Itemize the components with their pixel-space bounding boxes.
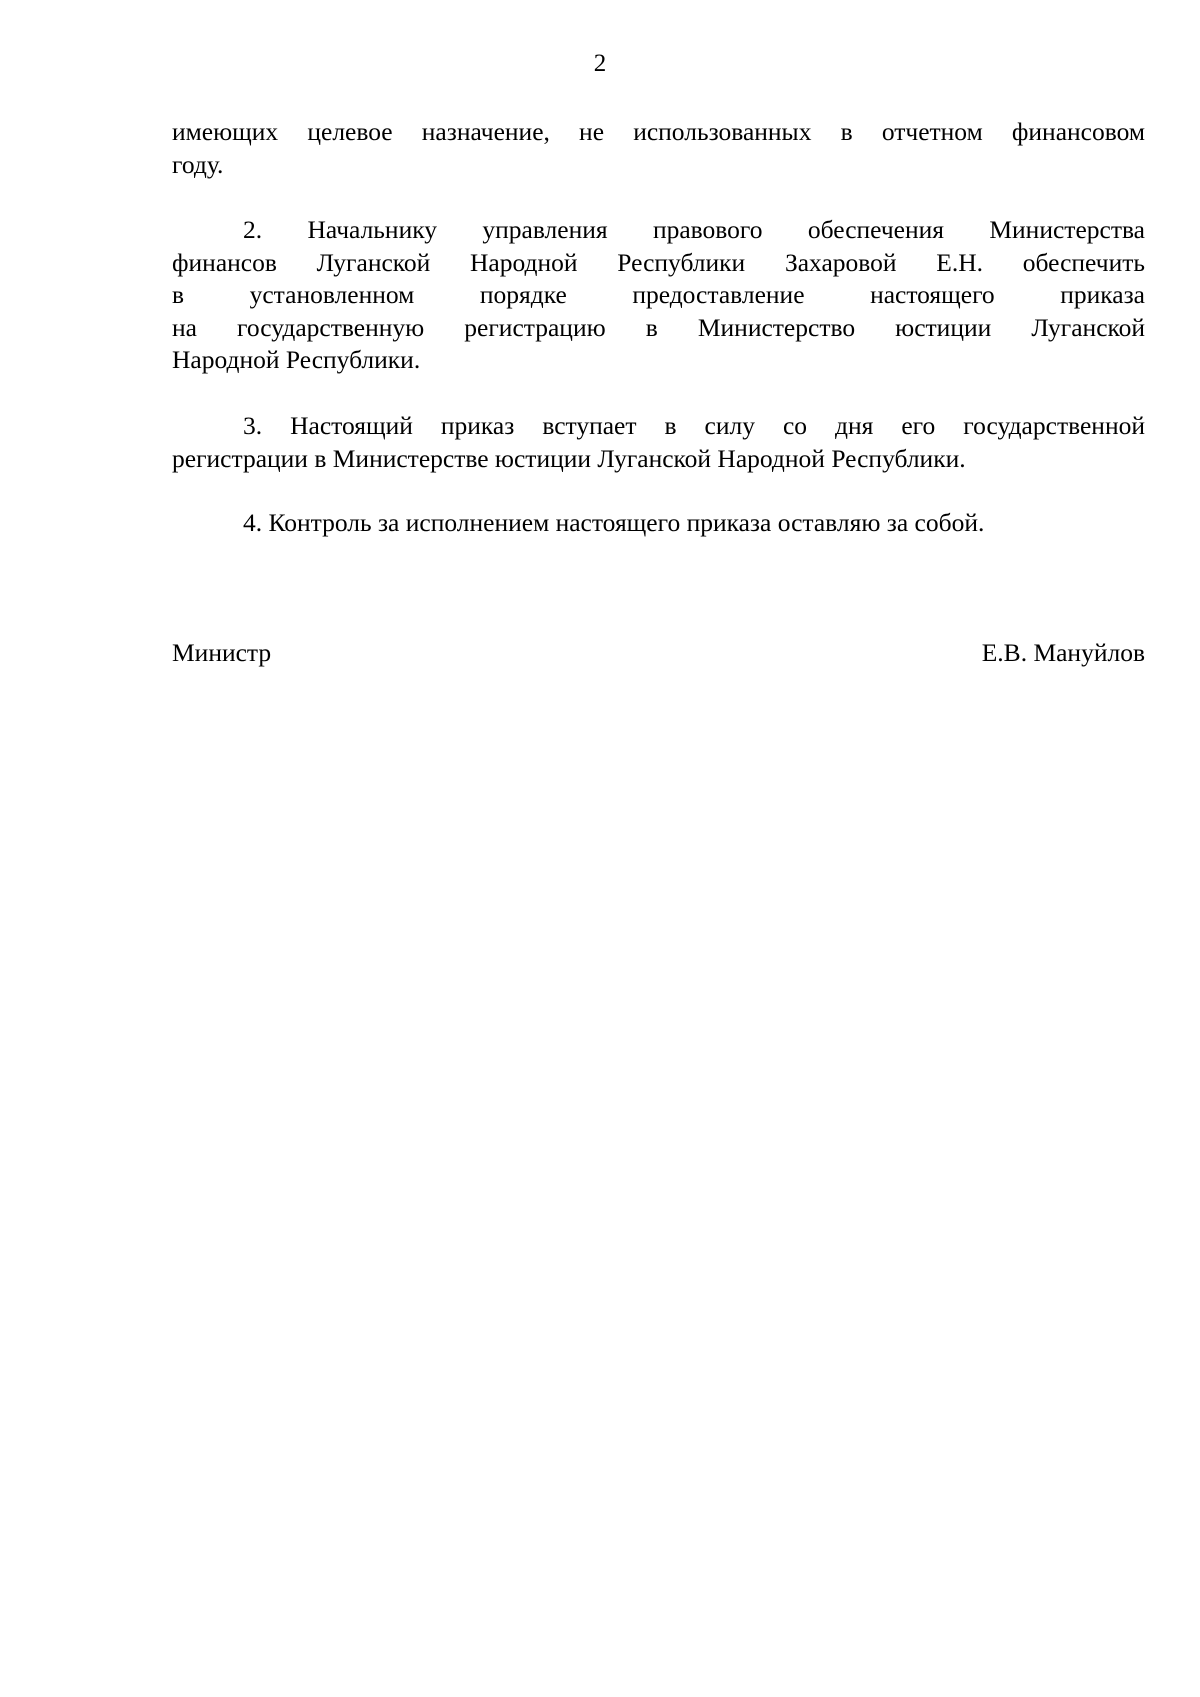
signature-position: Министр (172, 638, 272, 667)
signature-name: Е.В. Мануйлов (981, 638, 1145, 667)
paragraph-line: году. (172, 149, 224, 179)
paragraph-line: на государственную регистрацию в Министерство юстиции Луганской (172, 312, 1145, 342)
signature-block (172, 637, 1145, 670)
paragraph-item-3 (172, 410, 1145, 475)
paragraph-continuation (172, 116, 1145, 181)
paragraph-line: в установленном порядке предоставление настоящего приказа (172, 280, 1145, 309)
paragraph-line: регистрации в Министерстве юстиции Луганской Народной Республики. (172, 443, 966, 473)
page-number: 2 (593, 50, 607, 77)
paragraph-line: имеющих целевое назначение, не использованных в отчетном финансовом (172, 117, 1145, 146)
paragraph-line: финансов Луганской Народной Республики Захаровой Е.Н. обеспечить (172, 247, 1145, 277)
paragraph-item-2 (172, 214, 1145, 377)
paragraph-line: Народной Республики. (172, 345, 421, 374)
paragraph-line: 3. Настоящий приказ вступает в силу со дня его государственной (243, 411, 1145, 440)
paragraph-line: 4. Контроль за исполнением настоящего приказа оставляю за собой. (243, 508, 985, 537)
paragraph-line: 2. Начальнику управления правового обеспечения Министерства (243, 215, 1145, 244)
paragraph-item-4 (172, 507, 1145, 540)
